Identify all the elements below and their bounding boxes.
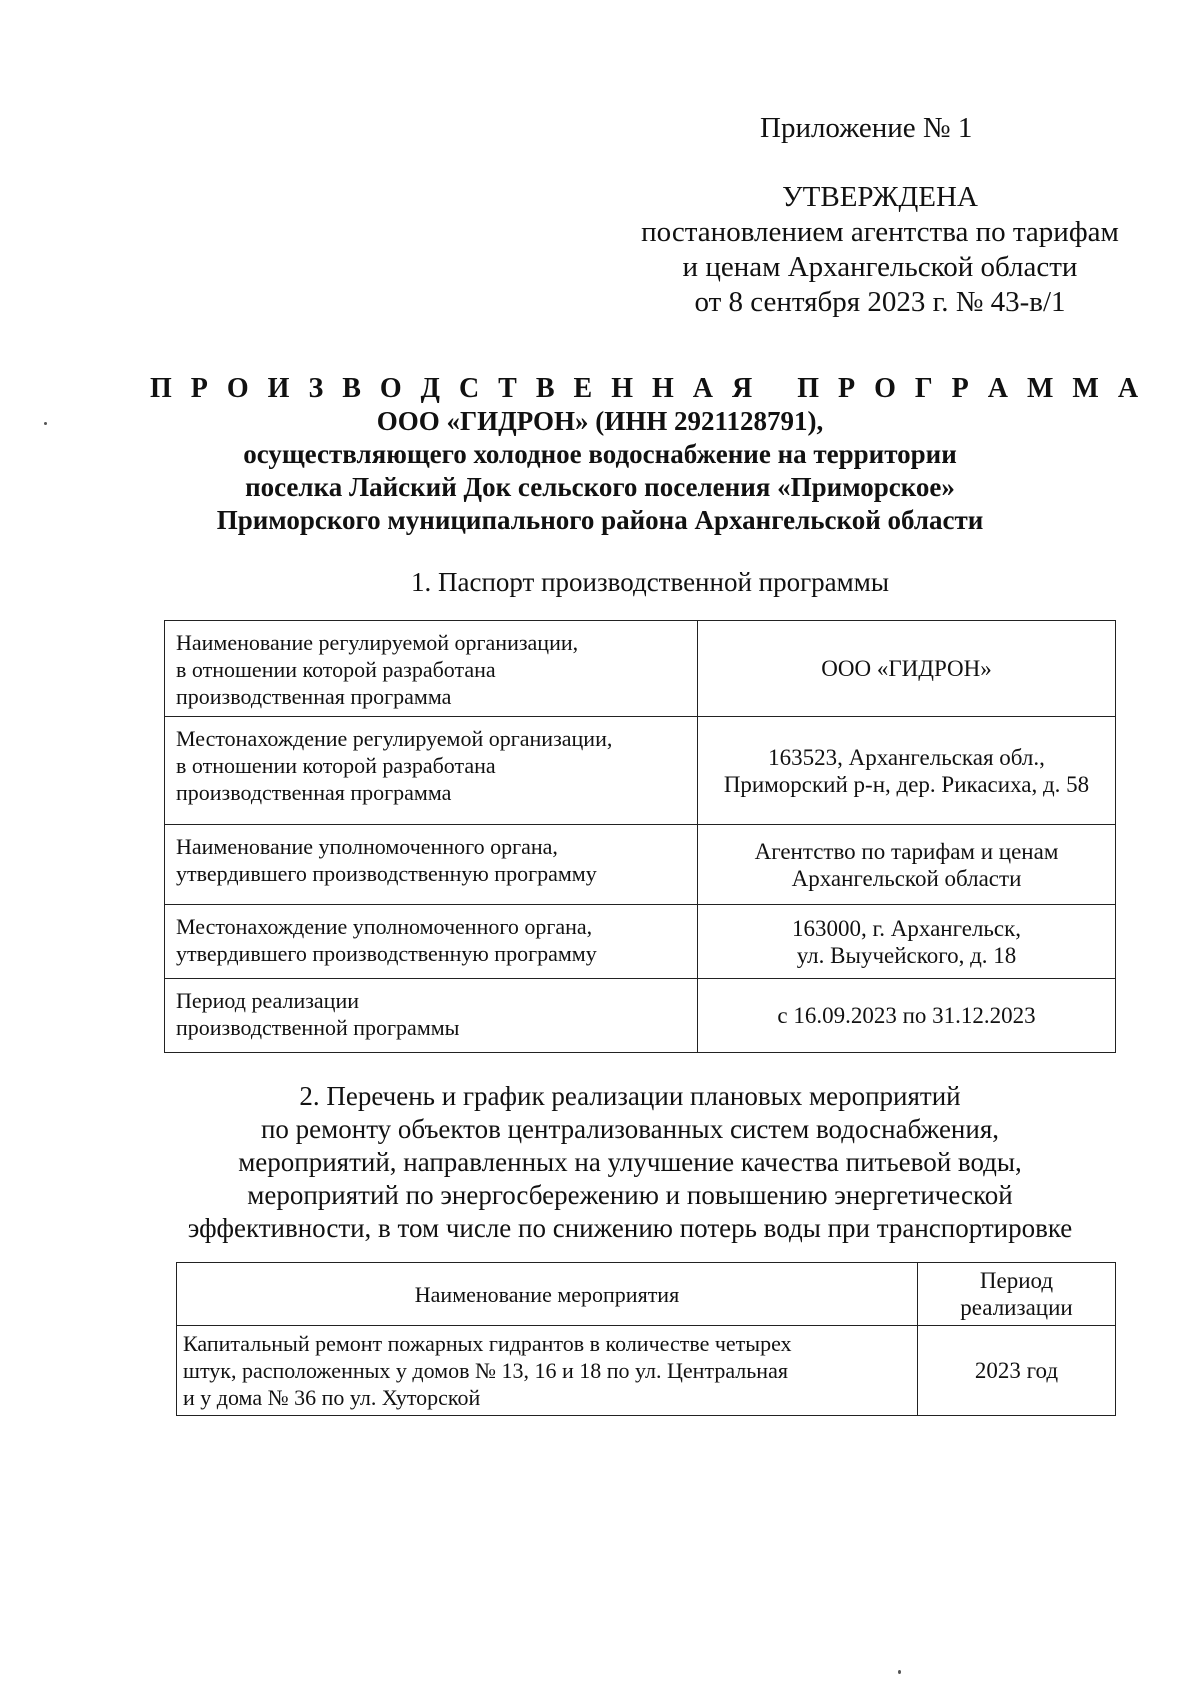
passport-label-cell [165, 621, 698, 717]
approval-stamp [620, 180, 1140, 320]
document-title [150, 372, 1145, 537]
events-table [176, 1262, 1116, 1416]
cell-text: Архангельской области [791, 865, 1022, 891]
cell-text: Местонахождение регулируемой организации, [176, 726, 613, 751]
title-line: ООО «ГИДРОН» (ИНН 2921128791), [376, 406, 824, 436]
approved-by-line: и ценам Архангельской области [682, 251, 1078, 283]
event-name-cell [177, 1326, 918, 1416]
passport-value-cell [698, 905, 1116, 979]
approved-by-line: постановлением агентства по тарифам [641, 216, 1119, 248]
cell-text: производственной программы [176, 1015, 460, 1040]
cell-text: в отношении которой разработана [176, 657, 496, 682]
title-line: осуществляющего холодное водоснабжение на территории [243, 439, 957, 469]
cell-text: Период реализации [176, 988, 360, 1013]
cell-text: 163523, Архангельская обл., [768, 744, 1045, 770]
passport-label-cell [165, 905, 698, 979]
column-header-period: Период реализации [918, 1263, 1116, 1326]
cell-text: ООО «ГИДРОН» [821, 656, 992, 681]
cell-text: в отношении которой разработана [176, 753, 496, 778]
heading-line: по ремонту объектов централизованных систем водоснабжения, [260, 1114, 1000, 1144]
scan-speck [44, 422, 47, 425]
cell-text: Приморский р-н, дер. Рикасиха, д. 58 [723, 771, 1090, 797]
table-header-row [177, 1263, 1116, 1326]
cell-text: Местонахождение уполномоченного органа, [176, 914, 593, 939]
table-row [165, 621, 1116, 717]
passport-label-cell [165, 825, 698, 905]
table-row [165, 979, 1116, 1053]
cell-text: 163000, г. Архангельск, [791, 915, 1022, 941]
cell-text: Агентство по тарифам и ценам [754, 838, 1059, 864]
passport-value-cell [698, 621, 1116, 717]
cell-text: Наименование уполномоченного органа, [176, 834, 558, 859]
heading-line: эффективности, в том числе по снижению потерь воды при транспортировке [187, 1213, 1073, 1243]
title-line: Приморского муниципального района Архангельской области [216, 505, 984, 535]
cell-text: утвердившего производственную программу [176, 861, 597, 886]
appendix-number: Приложение № 1 [760, 112, 973, 144]
cell-text: производственная программа [176, 780, 452, 805]
section-2-heading [150, 1080, 1110, 1245]
passport-table [164, 620, 1116, 1053]
passport-value-cell [698, 825, 1116, 905]
scan-speck [898, 1670, 901, 1674]
cell-text: утвердившего производственную программу [176, 941, 597, 966]
title-line: поселка Лайский Док сельского поселения «Приморское» [245, 472, 955, 502]
heading-line: 2. Перечень и график реализации плановых мероприятий [299, 1081, 961, 1111]
cell-text: и у дома № 36 по ул. Хуторской [183, 1385, 481, 1410]
table-row [177, 1326, 1116, 1416]
title-line: П Р О И З В О Д С Т В Е Н Н А Я П Р О Г Р А М М А [150, 373, 1145, 404]
heading-line: мероприятий, направленных на улучшение качества питьевой воды, [238, 1147, 1022, 1177]
cell-text: ул. Выучейского, д. 18 [796, 942, 1017, 968]
cell-text: производственная программа [176, 684, 452, 709]
cell-text: с 16.09.2023 по 31.12.2023 [777, 1003, 1036, 1028]
event-period-cell: 2023 год [918, 1326, 1116, 1416]
cell-text: штук, расположенных у домов № 13, 16 и 18 по ул. Центральная [183, 1358, 788, 1383]
table-row [165, 717, 1116, 825]
approved-by-line: от 8 сентября 2023 г. № 43-в/1 [694, 286, 1066, 318]
approved-label: УТВЕРЖДЕНА [782, 181, 978, 213]
section-1-heading: 1. Паспорт производственной программы [411, 567, 889, 597]
passport-label-cell [165, 979, 698, 1053]
table-row [165, 905, 1116, 979]
column-header-name: Наименование мероприятия [177, 1263, 918, 1326]
heading-line: мероприятий по энергосбережению и повышению энергетической [247, 1180, 1013, 1210]
table-row [165, 825, 1116, 905]
passport-label-cell [165, 717, 698, 825]
cell-text: Капитальный ремонт пожарных гидрантов в количестве четырех [183, 1331, 792, 1356]
passport-value-cell [698, 717, 1116, 825]
passport-value-cell [698, 979, 1116, 1053]
cell-text: Наименование регулируемой организации, [176, 630, 579, 655]
